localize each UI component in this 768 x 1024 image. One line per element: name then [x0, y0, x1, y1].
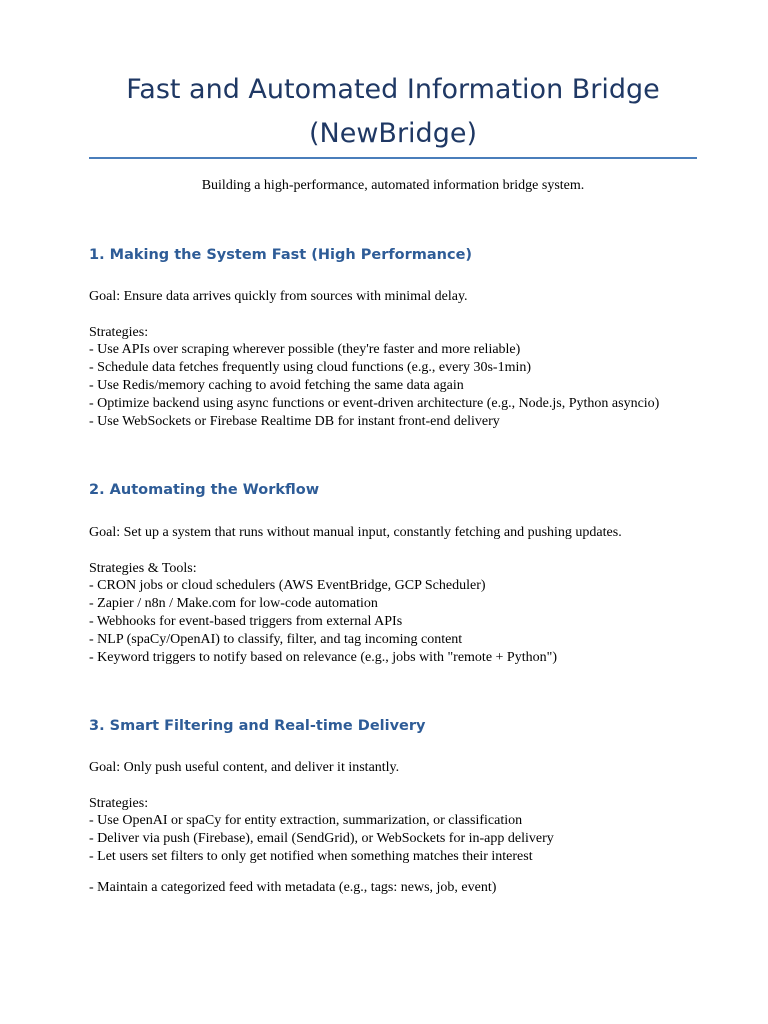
list-item-extra: - Maintain a categorized feed with metadata (e.g., tags: news, job, event) — [89, 880, 497, 895]
goal-text: Goal: Set up a system that runs without manual input, constantly fetching and pushing updates. — [89, 525, 622, 540]
list-item: - Zapier / n8n / Make.com for low-code automation — [89, 596, 378, 612]
strategies-label: Strategies: — [89, 795, 149, 811]
section-heading-automation: 2. Automating the Workflow — [89, 482, 320, 498]
section-heading-performance: 1. Making the System Fast (High Performance) — [89, 247, 473, 263]
goal-text: Goal: Ensure data arrives quickly from sources with minimal delay. — [89, 289, 468, 304]
section-body-filtering — [89, 759, 729, 866]
list-item: - Keyword triggers to notify based on relevance (e.g., jobs with "remote + Python") — [89, 649, 557, 665]
list-item: - Deliver via push (Firebase), email (SendGrid), or WebSockets for in-app delivery — [89, 831, 554, 847]
document-title — [60, 68, 726, 156]
document-subtitle: Building a high-performance, automated information bridge system. — [201, 178, 585, 193]
list-item: - Use APIs over scraping wherever possible (they're faster and more reliable) — [89, 342, 521, 358]
paragraph-gap — [89, 542, 729, 560]
title-line-1: Fast and Automated Information Bridge — [126, 74, 660, 105]
paragraph-gap — [89, 777, 729, 795]
list-item: - Use WebSockets or Firebase Realtime DB for instant front-end delivery — [89, 413, 500, 429]
list-item: - Schedule data fetches frequently using cloud functions (e.g., every 30s-1min) — [89, 360, 532, 376]
title-line-2: (NewBridge) — [309, 118, 477, 149]
list-item: - Let users set filters to only get notified when something matches their interest — [89, 848, 533, 864]
list-item: - Use OpenAI or spaCy for entity extraction, summarization, or classification — [89, 813, 523, 829]
list-item: - Use Redis/memory caching to avoid fetching the same data again — [89, 377, 464, 393]
list-item: - CRON jobs or cloud schedulers (AWS EventBridge, GCP Scheduler) — [89, 578, 486, 594]
paragraph-gap — [89, 306, 729, 324]
section-body-automation — [89, 524, 729, 666]
list-item: - Webhooks for event-based triggers from external APIs — [89, 613, 403, 629]
strategies-label: Strategies: — [89, 324, 149, 340]
list-item: - Optimize backend using async functions or event-driven architecture (e.g., Node.js, Python asyncio) — [89, 395, 660, 411]
section-body-performance — [89, 288, 729, 430]
strategies-label: Strategies & Tools: — [89, 560, 197, 576]
section-heading-filtering: 3. Smart Filtering and Real-time Delivery — [89, 718, 426, 734]
title-divider — [89, 157, 697, 159]
list-item: - NLP (spaCy/OpenAI) to classify, filter, and tag incoming content — [89, 631, 463, 647]
goal-text: Goal: Only push useful content, and deliver it instantly. — [89, 760, 400, 775]
